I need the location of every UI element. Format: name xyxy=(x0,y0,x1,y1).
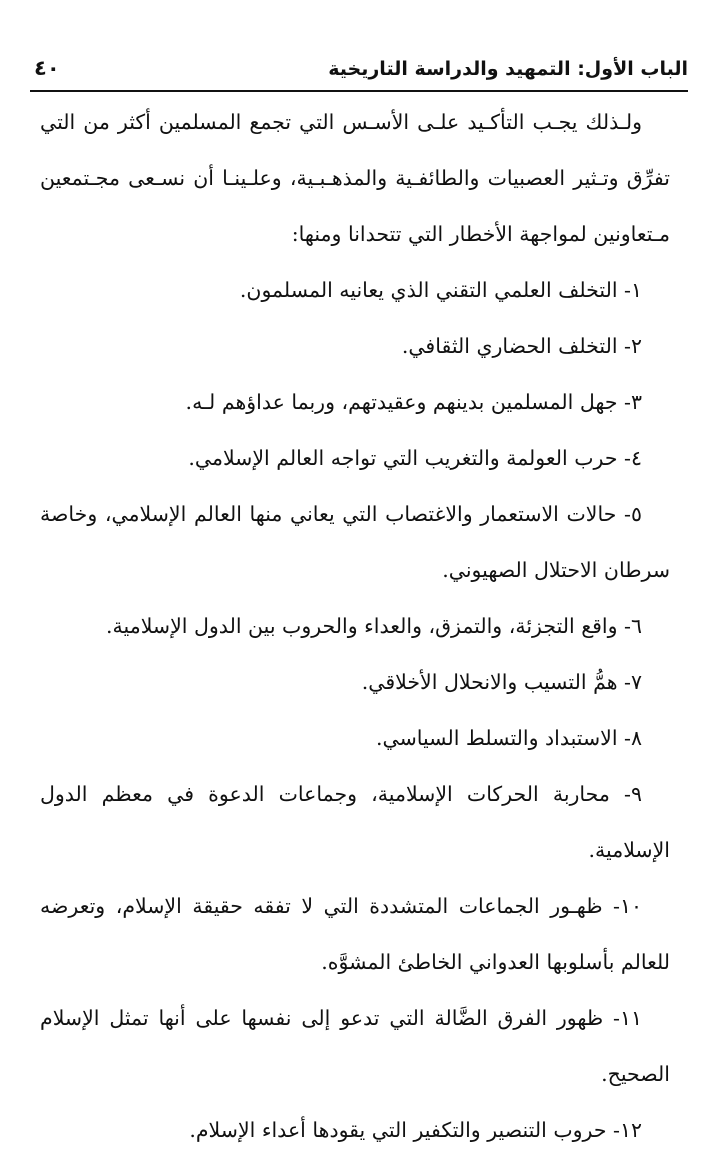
list-item xyxy=(40,1102,670,1158)
item-text: حروب التنصير والتكفير التي يقودها أعداء الإسلام. xyxy=(189,1118,607,1142)
item-text: جهل المسلمين بدينهم وعقيدتهم، وربما عداؤهم لـه. xyxy=(185,390,618,414)
list-item xyxy=(40,318,670,374)
list-item xyxy=(40,878,670,990)
item-number: ٣- xyxy=(617,390,642,414)
chapter-title: الباب الأول: التمهيد والدراسة التاريخية xyxy=(328,58,688,80)
item-text: حرب العولمة والتغريب التي تواجه العالم الإسلامي. xyxy=(188,446,618,470)
list-item xyxy=(40,654,670,710)
item-number: ٤- xyxy=(617,446,642,470)
item-text: حالات الاستعمار والاغتصاب التي يعاني منها العالم الإسلامي، وخاصة سرطان الاحتلال الصهيوني. xyxy=(40,502,670,582)
list-item xyxy=(40,374,670,430)
intro-paragraph: ولـذلك يجـب التأكـيد علـى الأسـس التي تجمع المسلمين أكثر من التي تفرِّق وتـثير العصبيات والطائفـية والمذهـبـية، وعلـينـا أن نسـعى مجـتمعين مـتعاونين لمواجهة الأخطار التي تتحدانا ومنها: xyxy=(40,110,670,246)
dangers-list xyxy=(40,262,670,1158)
list-item xyxy=(40,990,670,1102)
list-item xyxy=(40,262,670,318)
page-number: ٤٠ xyxy=(34,56,60,80)
list-item xyxy=(40,710,670,766)
item-number: ١٢- xyxy=(606,1118,642,1142)
item-text: همُّ التسيب والانحلال الأخلاقي. xyxy=(361,670,618,694)
list-item xyxy=(40,486,670,598)
item-text: واقع التجزئة، والتمزق، والعداء والحروب بين الدول الإسلامية. xyxy=(106,614,618,638)
item-number: ٢- xyxy=(617,334,642,358)
item-number: ١١- xyxy=(603,1006,642,1030)
item-text: التخلف الحضاري الثقافي. xyxy=(401,334,618,358)
item-text: ظهور الفرق الضَّالة التي تدعو إلى نفسها على أنها تمثل الإسلام الصحيح. xyxy=(40,1006,670,1086)
item-number: ٨- xyxy=(617,726,642,750)
item-text: محاربة الحركات الإسلامية، وجماعات الدعوة في معظم الدول الإسلامية. xyxy=(40,782,670,862)
item-number: ٦- xyxy=(617,614,642,638)
item-number: ١٠- xyxy=(602,894,642,918)
item-text: التخلف العلمي التقني الذي يعانيه المسلمون. xyxy=(239,278,618,302)
item-text: ظهـور الجماعات المتشددة التي لا تفقه حقيقة الإسلام، وتعرضه للعالم بأسلوبها العدواني الخاطئ المشوَّه. xyxy=(40,894,670,974)
item-number: ١- xyxy=(617,278,642,302)
list-item xyxy=(40,430,670,486)
page-body xyxy=(40,94,670,1158)
item-number: ٩- xyxy=(609,782,642,806)
item-text: الاستبداد والتسلط السياسي. xyxy=(375,726,618,750)
list-item xyxy=(40,598,670,654)
item-number: ٧- xyxy=(617,670,642,694)
list-item xyxy=(40,766,670,878)
running-header xyxy=(30,54,688,92)
item-number: ٥- xyxy=(616,502,642,526)
